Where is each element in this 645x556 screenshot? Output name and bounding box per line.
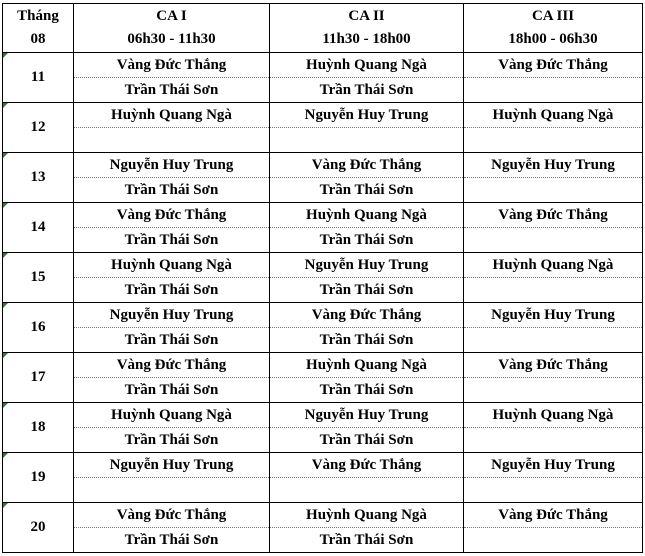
secondary-staff-name: [464, 178, 642, 202]
header-shift-3-name: CA III: [531, 8, 575, 24]
shift-1-cell: [74, 103, 270, 153]
shift-3-cell: [464, 353, 643, 403]
primary-staff-name: Nguyễn Huy Trung: [270, 103, 463, 128]
cell-marker-icon: [3, 53, 8, 58]
primary-staff-name: Huỳnh Quang Ngà: [270, 53, 463, 78]
shift-3-cell: [464, 453, 643, 503]
secondary-staff-name: Trần Thái Sơn: [124, 232, 219, 248]
primary-staff-name: Huỳnh Quang Ngà: [464, 403, 642, 428]
date-label: 18: [30, 419, 46, 435]
shift-2-cell: [270, 203, 464, 253]
secondary-staff-name: Trần Thái Sơn: [124, 532, 219, 548]
date-cell: [3, 103, 74, 153]
header-shift-3: [464, 4, 643, 53]
primary-staff-name: Huỳnh Quang Ngà: [464, 253, 642, 278]
shift-1-cell: [74, 53, 270, 103]
cell-marker-icon: [3, 153, 8, 158]
shift-1-cell: [74, 153, 270, 203]
header-month-value: 08: [30, 31, 46, 47]
date-cell: [3, 353, 74, 403]
primary-staff-name: Huỳnh Quang Ngà: [464, 103, 642, 128]
shift-2-cell: [270, 403, 464, 453]
primary-staff-name: Vàng Đức Thắng: [464, 353, 642, 378]
secondary-staff-name: [464, 228, 642, 252]
header-month: [3, 4, 74, 53]
duty-roster: [2, 3, 642, 553]
shift-3-cell: [464, 303, 643, 353]
primary-staff-name: Vàng Đức Thắng: [74, 53, 269, 78]
cell-marker-icon: [3, 453, 8, 458]
primary-staff-name: Vàng Đức Thắng: [270, 303, 463, 328]
shift-2-cell: [270, 153, 464, 203]
shift-1-cell: [74, 503, 270, 553]
shift-2-cell: [270, 353, 464, 403]
date-label: 20: [30, 519, 46, 535]
date-cell: [3, 503, 74, 553]
shift-2-cell: [270, 303, 464, 353]
secondary-staff-name: Trần Thái Sơn: [124, 382, 219, 398]
shift-3-cell: [464, 503, 643, 553]
secondary-staff-name: Trần Thái Sơn: [319, 332, 414, 348]
secondary-staff-name: Trần Thái Sơn: [124, 282, 219, 298]
secondary-staff-name: [464, 428, 642, 452]
table-row: [3, 453, 643, 503]
primary-staff-name: Nguyễn Huy Trung: [74, 153, 269, 178]
shift-1-cell: [74, 303, 270, 353]
table-row: [3, 253, 643, 303]
primary-staff-name: Nguyễn Huy Trung: [270, 253, 463, 278]
secondary-staff-name: Trần Thái Sơn: [319, 432, 414, 448]
shift-1-cell: [74, 453, 270, 503]
primary-staff-name: Vàng Đức Thắng: [270, 153, 463, 178]
table-row: [3, 153, 643, 203]
date-cell: [3, 53, 74, 103]
shift-2-cell: [270, 503, 464, 553]
secondary-staff-name: Trần Thái Sơn: [124, 332, 219, 348]
secondary-staff-name: Trần Thái Sơn: [124, 182, 219, 198]
table-row: [3, 203, 643, 253]
cell-marker-icon: [3, 303, 8, 308]
header-shift-3-time: 18h00 - 06h30: [508, 31, 598, 47]
shift-2-cell: [270, 103, 464, 153]
secondary-staff-name: Trần Thái Sơn: [319, 232, 414, 248]
header-shift-1-name: CA I: [156, 8, 187, 24]
shift-1-cell: [74, 403, 270, 453]
table-row: [3, 103, 643, 153]
header-row: [3, 4, 643, 53]
date-label: 16: [30, 319, 46, 335]
secondary-staff-name: Trần Thái Sơn: [319, 382, 414, 398]
date-cell: [3, 253, 74, 303]
secondary-staff-name: [270, 478, 463, 502]
primary-staff-name: Vàng Đức Thắng: [464, 503, 642, 528]
date-label: 12: [30, 119, 46, 135]
shift-3-cell: [464, 203, 643, 253]
shift-3-cell: [464, 153, 643, 203]
secondary-staff-name: Trần Thái Sơn: [319, 282, 414, 298]
secondary-staff-name: Trần Thái Sơn: [319, 182, 414, 198]
primary-staff-name: Vàng Đức Thắng: [74, 353, 269, 378]
cell-marker-icon: [3, 253, 8, 258]
shift-3-cell: [464, 103, 643, 153]
primary-staff-name: Nguyễn Huy Trung: [270, 403, 463, 428]
header-shift-2: [270, 4, 464, 53]
header-shift-2-name: CA II: [348, 8, 385, 24]
cell-marker-icon: [3, 503, 8, 508]
cell-marker-icon: [3, 103, 8, 108]
date-label: 17: [30, 369, 46, 385]
cell-marker-icon: [3, 403, 8, 408]
cell-marker-icon: [3, 203, 8, 208]
primary-staff-name: Huỳnh Quang Ngà: [74, 253, 269, 278]
primary-staff-name: Huỳnh Quang Ngà: [270, 503, 463, 528]
roster-body: [3, 53, 643, 553]
secondary-staff-name: [464, 478, 642, 502]
primary-staff-name: Nguyễn Huy Trung: [464, 453, 642, 478]
table-row: [3, 353, 643, 403]
cell-marker-icon: [3, 353, 8, 358]
secondary-staff-name: Trần Thái Sơn: [124, 432, 219, 448]
date-cell: [3, 203, 74, 253]
secondary-staff-name: [464, 328, 642, 352]
header-shift-2-time: 11h30 - 18h00: [322, 31, 411, 47]
header-shift-1-time: 06h30 - 11h30: [127, 31, 216, 47]
secondary-staff-name: Trần Thái Sơn: [319, 532, 414, 548]
primary-staff-name: Vàng Đức Thắng: [270, 453, 463, 478]
secondary-staff-name: [74, 128, 269, 152]
date-cell: [3, 303, 74, 353]
date-cell: [3, 153, 74, 203]
primary-staff-name: Vàng Đức Thắng: [464, 53, 642, 78]
primary-staff-name: Vàng Đức Thắng: [464, 203, 642, 228]
secondary-staff-name: Trần Thái Sơn: [124, 82, 219, 98]
secondary-staff-name: [464, 278, 642, 302]
primary-staff-name: Nguyễn Huy Trung: [74, 303, 269, 328]
date-cell: [3, 453, 74, 503]
secondary-staff-name: [464, 78, 642, 102]
shift-3-cell: [464, 253, 643, 303]
date-label: 14: [30, 219, 46, 235]
shift-2-cell: [270, 453, 464, 503]
table-row: [3, 503, 643, 553]
secondary-staff-name: [270, 128, 463, 152]
date-label: 15: [30, 269, 46, 285]
roster-table: [2, 3, 643, 553]
shift-2-cell: [270, 253, 464, 303]
primary-staff-name: Huỳnh Quang Ngà: [74, 103, 269, 128]
date-cell: [3, 403, 74, 453]
primary-staff-name: Vàng Đức Thắng: [74, 503, 269, 528]
table-row: [3, 303, 643, 353]
date-label: 19: [30, 469, 46, 485]
secondary-staff-name: [464, 378, 642, 402]
secondary-staff-name: Trần Thái Sơn: [319, 82, 414, 98]
table-row: [3, 403, 643, 453]
secondary-staff-name: [464, 528, 642, 552]
primary-staff-name: Vàng Đức Thắng: [74, 203, 269, 228]
shift-2-cell: [270, 53, 464, 103]
date-label: 13: [30, 169, 46, 185]
primary-staff-name: Huỳnh Quang Ngà: [74, 403, 269, 428]
shift-3-cell: [464, 403, 643, 453]
primary-staff-name: Nguyễn Huy Trung: [74, 453, 269, 478]
primary-staff-name: Nguyễn Huy Trung: [464, 153, 642, 178]
header-month-label: Tháng: [17, 8, 59, 24]
primary-staff-name: Nguyễn Huy Trung: [464, 303, 642, 328]
shift-3-cell: [464, 53, 643, 103]
shift-1-cell: [74, 203, 270, 253]
secondary-staff-name: [74, 478, 269, 502]
secondary-staff-name: [464, 128, 642, 152]
primary-staff-name: Huỳnh Quang Ngà: [270, 353, 463, 378]
shift-1-cell: [74, 353, 270, 403]
header-shift-1: [74, 4, 270, 53]
shift-1-cell: [74, 253, 270, 303]
primary-staff-name: Huỳnh Quang Ngà: [270, 203, 463, 228]
date-label: 11: [30, 69, 46, 85]
table-row: [3, 53, 643, 103]
